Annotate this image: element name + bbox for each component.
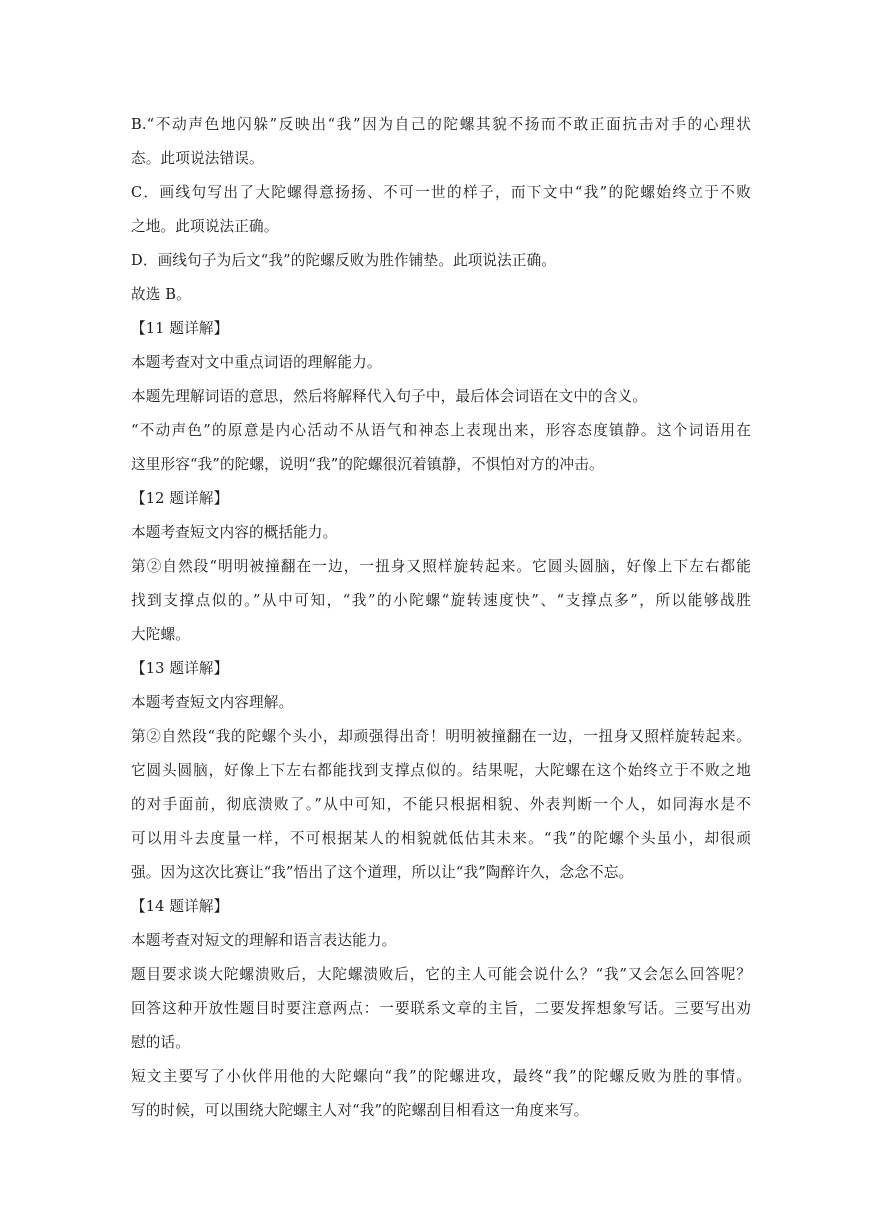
- q11-line-1: 本题考查对文中重点词语的理解能力。: [131, 354, 382, 371]
- option-d-line: D．画线句子为后文“我”的陀螺反败为胜作铺垫。此项说法正确。: [131, 252, 557, 269]
- q13-line-2: 第②自然段“我的陀螺个头小，却顽强得出奇！明明被撞翻在一边，一扭身又照样旋转起来。: [131, 728, 751, 745]
- q14-line-5: 短文主要写了小伙伴用他的大陀螺向“我”的陀螺进攻，最终“我”的陀螺反败为胜的事情。: [131, 1068, 751, 1085]
- q13-line-4: 的对手面前，彻底溃败了。”从中可知，不能只根据相貌、外表判断一个人，如同海水是不: [131, 796, 751, 813]
- option-c-line-2: 之地。此项说法正确。: [131, 218, 279, 235]
- q13-line-3: 它圆头圆脑，好像上下左右都能找到支撑点似的。结果呢，大陀螺在这个始终立于不败之地: [131, 762, 751, 779]
- option-b-line-1: B.“不动声色地闪躲”反映出“我”因为自己的陀螺其貌不扬而不敢正面抗击对手的心理状: [131, 116, 751, 133]
- q12-line-4: 大陀螺。: [131, 626, 190, 643]
- q14-heading: 【14 题详解】: [131, 898, 229, 915]
- q14-line-4: 慰的话。: [131, 1034, 190, 1051]
- q11-line-2: 本题先理解词语的意思，然后将解释代入句子中，最后体会词语在文中的含义。: [131, 388, 648, 405]
- q11-line-3: “不动声色”的原意是内心活动不从语气和神态上表现出来，形容态度镇静。这个词语用在: [131, 422, 751, 439]
- q13-heading: 【13 题详解】: [131, 660, 229, 677]
- q12-line-3: 找到支撑点似的。”从中可知，“我”的小陀螺“旋转速度快”、“支撑点多”，所以能够战胜: [131, 592, 751, 609]
- q13-line-1: 本题考查短文内容理解。: [131, 694, 294, 711]
- option-b-line-2: 态。此项说法错误。: [131, 150, 264, 167]
- q12-line-2: 第②自然段“明明被撞翻在一边，一扭身又照样旋转起来。它圆头圆脑，好像上下左右都能: [131, 558, 751, 575]
- q14-line-2: 题目要求谈大陀螺溃败后，大陀螺溃败后，它的主人可能会说什么？“我”又会怎么回答呢？: [131, 966, 751, 983]
- document-body: [131, 108, 751, 1128]
- q13-line-6: 强。因为这次比赛让“我”悟出了这个道理，所以让“我”陶醉许久，念念不忘。: [131, 864, 634, 881]
- q14-line-3: 回答这种开放性题目时要注意两点：一要联系文章的主旨，二要发挥想象写话。三要写出劝: [131, 1000, 751, 1017]
- q12-line-1: 本题考查短文内容的概括能力。: [131, 524, 338, 541]
- option-c-line-1: C．画线句写出了大陀螺得意扬扬、不可一世的样子，而下文中“我”的陀螺始终立于不败: [131, 184, 751, 201]
- answer-line: 故选 B。: [131, 286, 191, 303]
- q14-line-6: 写的时候，可以围绕大陀螺主人对“我”的陀螺刮目相看这一角度来写。: [131, 1102, 589, 1119]
- q11-line-4: 这里形容“我”的陀螺，说明“我”的陀螺很沉着镇静，不惧怕对方的冲击。: [131, 456, 604, 473]
- q13-line-5: 可以用斗去度量一样，不可根据某人的相貌就低估其未来。“我”的陀螺个头虽小，却很顽: [131, 830, 751, 847]
- q11-heading: 【11 题详解】: [131, 320, 229, 337]
- q14-line-1: 本题考查对短文的理解和语言表达能力。: [131, 932, 397, 949]
- q12-heading: 【12 题详解】: [131, 490, 229, 507]
